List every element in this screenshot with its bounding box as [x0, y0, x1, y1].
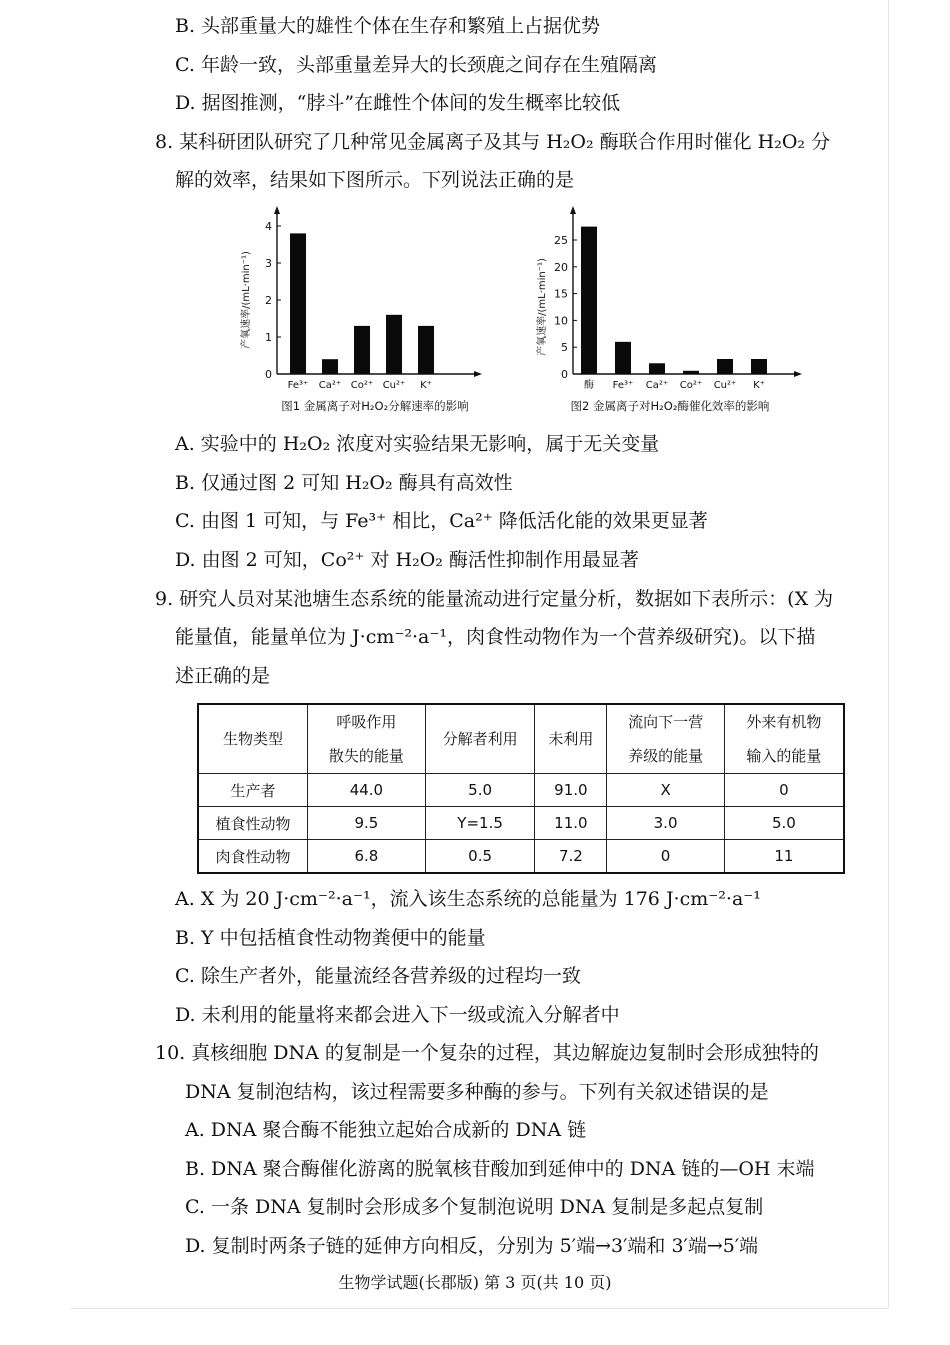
y-axis-arrow [274, 206, 280, 214]
x-tick-label: Cu²⁺ [713, 380, 737, 391]
table-cell: 11.0 [535, 807, 607, 840]
q8-option-a: A. 实验中的 H₂O₂ 浓度对实验结果无影响，属于无关变量 [175, 433, 660, 455]
y-tick-label: 3 [265, 257, 272, 270]
y-tick-label: 10 [554, 314, 568, 328]
q8-stem-line1: 8. 某科研团队研究了几种常见金属离子及其与 H₂O₂ 酶联合作用时催化 H₂O₂ 分 [155, 131, 831, 153]
table-header-cell: 分解者利用 [425, 704, 535, 774]
figure-1-chart [235, 200, 515, 420]
bar [683, 371, 699, 374]
table-cell: 7.2 [535, 840, 607, 874]
y-tick-label: 1 [265, 331, 272, 344]
table-cell: 3.0 [607, 807, 725, 840]
q7-option-d: D. 据图推测，“脖斗”在雌性个体间的发生概率比较低 [175, 92, 621, 114]
table-row [198, 807, 844, 840]
x-tick-label: Co²⁺ [679, 380, 703, 391]
x-tick-label: Cu²⁺ [382, 380, 406, 391]
table-cell: 6.8 [308, 840, 426, 874]
exam-page [70, 0, 889, 1309]
x-tick-label: Co²⁺ [350, 380, 374, 391]
y-tick-label: 4 [265, 220, 272, 233]
bar [751, 359, 767, 374]
bar [649, 363, 665, 374]
x-tick-label: K⁺ [420, 380, 432, 391]
q10-stem-line1: 10. 真核细胞 DNA 的复制是一个复杂的过程，其边解旋边复制时会形成独特的 [155, 1042, 819, 1064]
table-cell: 9.5 [308, 807, 426, 840]
q7-option-b: B. 头部重量大的雄性个体在生存和繁殖上占据优势 [175, 15, 601, 37]
q10-option-c: C. 一条 DNA 复制时会形成多个复制泡说明 DNA 复制是多起点复制 [185, 1196, 764, 1218]
table-cell: 0 [724, 774, 844, 807]
table-header-cell: 未利用 [535, 704, 607, 774]
q10-option-b: B. DNA 聚合酶催化游离的脱氧核苷酸加到延伸中的 DNA 链的—OH 末端 [185, 1158, 815, 1180]
x-tick-label: Fe³⁺ [612, 380, 634, 391]
q9-stem-line2: 能量值，能量单位为 J·cm⁻²·a⁻¹，肉食性动物作为一个营养级研究)。以下描 [175, 626, 816, 648]
table-cell: X [607, 774, 725, 807]
table-header-cell: 生物类型 [198, 704, 308, 774]
x-axis-arrow [474, 371, 482, 377]
table-cell: 44.0 [308, 774, 426, 807]
x-tick-label: K⁺ [753, 380, 765, 391]
q9-option-c: C. 除生产者外，能量流经各营养级的过程均一致 [175, 965, 581, 987]
q8-option-d: D. 由图 2 可知，Co²⁺ 对 H₂O₂ 酶活性抑制作用最显著 [175, 549, 639, 571]
bar [354, 326, 370, 374]
q10-option-d: D. 复制时两条子链的延伸方向相反，分别为 5′端→3′端和 3′端→5′端 [185, 1235, 759, 1257]
y-tick-label: 20 [554, 260, 568, 274]
q9-option-b: B. Y 中包括植食性动物粪便中的能量 [175, 927, 486, 949]
y-tick-label: 0 [265, 368, 272, 381]
y-tick-label: 5 [561, 341, 568, 355]
chart-title: 图2 金属离子对H₂O₂酶催化效率的影响 [570, 399, 770, 413]
table-header-cell: 流向下一营 养级的能量 [607, 704, 725, 774]
table-header-cell: 外来有机物 输入的能量 [724, 704, 844, 774]
y-axis-arrow [570, 206, 576, 214]
x-axis-arrow [794, 371, 802, 377]
table-cell: 生产者 [198, 774, 308, 807]
x-tick-label: Ca²⁺ [318, 380, 342, 391]
bar [615, 342, 631, 374]
q10-option-a: A. DNA 聚合酶不能独立起始合成新的 DNA 链 [185, 1119, 587, 1141]
y-axis-label: 产氧速率/(mL·min⁻¹) [241, 251, 252, 349]
table-cell: 11 [724, 840, 844, 874]
x-tick-label: Fe³⁺ [287, 380, 309, 391]
q8-stem-line2: 解的效率，结果如下图所示。下列说法正确的是 [175, 169, 575, 191]
q10-stem-line2: DNA 复制泡结构，该过程需要多种酶的参与。下列有关叙述错误的是 [185, 1081, 769, 1103]
q9-stem-line3: 述正确的是 [175, 665, 271, 687]
q9-option-a: A. X 为 20 J·cm⁻²·a⁻¹，流入该生态系统的总能量为 176 J·cm⁻²·a⁻¹ [175, 888, 761, 910]
x-tick-label: Ca²⁺ [645, 380, 669, 391]
energy-flow-table [197, 703, 845, 874]
table-cell: 0 [607, 840, 725, 874]
table-cell: 5.0 [724, 807, 844, 840]
table-cell: 0.5 [425, 840, 535, 874]
q9-option-d: D. 未利用的能量将来都会进入下一级或流入分解者中 [175, 1004, 620, 1026]
bar [290, 233, 306, 374]
bar [581, 227, 597, 374]
q8-option-c: C. 由图 1 可知，与 Fe³⁺ 相比，Ca²⁺ 降低活化能的效果更显著 [175, 510, 708, 532]
bar [418, 326, 434, 374]
table-header-row [198, 704, 844, 774]
table-cell: Y=1.5 [425, 807, 535, 840]
y-tick-label: 15 [554, 287, 568, 301]
y-tick-label: 25 [554, 234, 568, 247]
table-cell: 植食性动物 [198, 807, 308, 840]
y-tick-label: 0 [561, 368, 568, 381]
page-footer: 生物学试题(长郡版) 第 3 页(共 10 页) [338, 1273, 612, 1292]
table-cell: 91.0 [535, 774, 607, 807]
q9-stem-line1: 9. 研究人员对某池塘生态系统的能量流动进行定量分析，数据如下表所示：(X 为 [155, 588, 834, 610]
q8-option-b: B. 仅通过图 2 可知 H₂O₂ 酶具有高效性 [175, 472, 513, 494]
table-row [198, 840, 844, 874]
chart-title: 图1 金属离子对H₂O₂分解速率的影响 [281, 399, 469, 413]
table-cell: 5.0 [425, 774, 535, 807]
bar [322, 359, 338, 374]
y-axis-label: 产氧速率/(mL·min⁻¹) [537, 258, 548, 356]
table-header-cell: 呼吸作用 散失的能量 [308, 704, 426, 774]
table-row [198, 774, 844, 807]
table-cell: 肉食性动物 [198, 840, 308, 874]
figure-2-chart [525, 200, 815, 420]
bar [717, 359, 733, 374]
x-tick-label: 酶 [584, 380, 594, 391]
bar [386, 315, 402, 374]
y-tick-label: 2 [265, 294, 272, 307]
q7-option-c: C. 年龄一致，头部重量差异大的长颈鹿之间存在生殖隔离 [175, 54, 657, 76]
